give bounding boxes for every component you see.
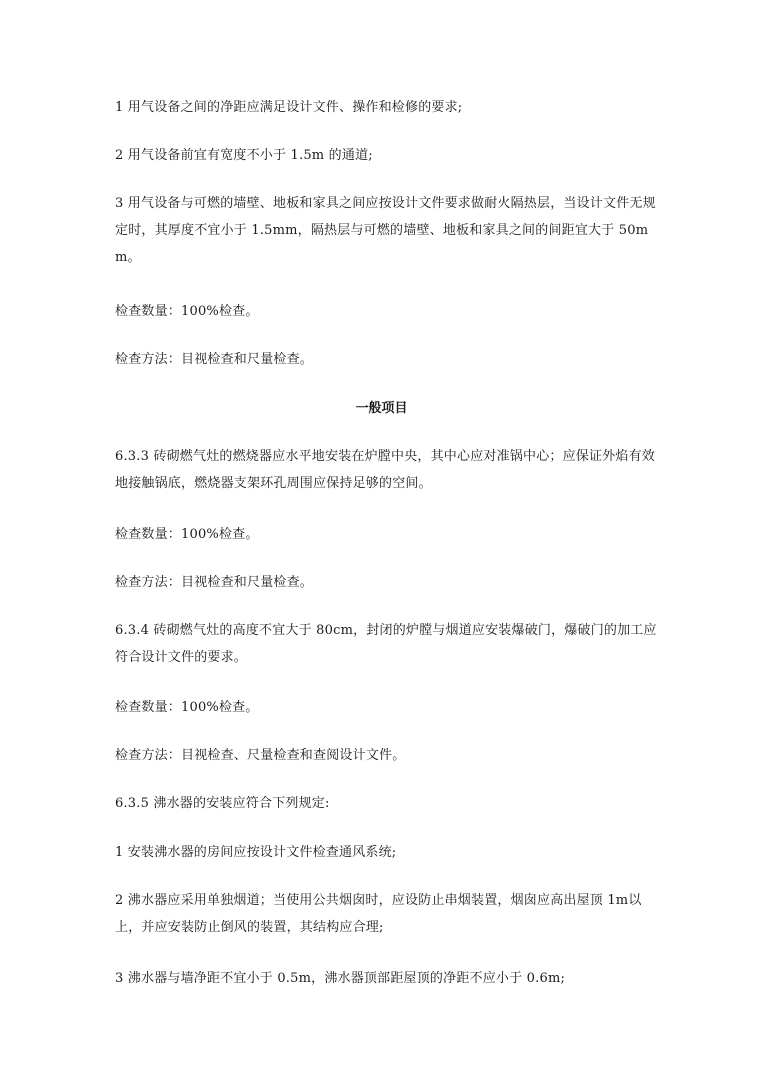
inspection-quantity: 检查数量：100%检查。 [115,700,259,715]
inspection-quantity: 检查数量：100%检查。 [115,527,259,542]
clause-item-1: 1 安装沸水器的房间应按设计文件检查通风系统; [115,845,397,860]
inspection-quantity: 检查数量：100%检查。 [115,304,259,319]
inspection-method: 检查方法：目视检查、尺量检查和查阅设计文件。 [115,748,406,763]
clause-item-3: 3 沸水器与墙净距不宜小于 0.5m，沸水器顶部距屋顶的净距不应小于 0.6m; [115,971,566,986]
clause-6-3-5: 6.3.5 沸水器的安装应符合下列规定: [115,796,330,811]
clause-6-3-4: 6.3.4 砖砌燃气灶的高度不宜大于 80cm，封闭的炉膛与烟道应安装爆破门，爆破门的加工应符合设计文件的要求。 [115,623,657,665]
clause-item-3: 3 用气设备与可燃的墙壁、地板和家具之间应按设计文件要求做耐火隔热层，当设计文件无规定时，其厚度不宜小于 1.5mm，隔热层与可燃的墙壁、地板和家具之间的间距宜大于 50mm。 [115,196,656,265]
clause-6-3-3: 6.3.3 砖砌燃气灶的燃烧器应水平地安装在炉膛中央，其中心应对准锅中心；应保证外焰有效地接触锅底，燃烧器支架环孔周围应保持足够的空间。 [115,449,656,491]
inspection-method: 检查方法：目视检查和尺量检查。 [115,352,314,367]
section-heading: 一般项目 [355,401,408,416]
inspection-method: 检查方法：目视检查和尺量检查。 [115,575,314,590]
clause-item-2: 2 沸水器应采用单独烟道；当使用公共烟囱时，应设防止串烟装置，烟囱应高出屋顶 1m以上，并应安装防止倒风的装置，其结构应合理; [115,893,642,935]
clause-item-1: 1 用气设备之间的净距应满足设计文件、操作和检修的要求; [115,100,463,115]
clause-item-2: 2 用气设备前宜有宽度不小于 1.5m 的通道; [115,148,373,163]
